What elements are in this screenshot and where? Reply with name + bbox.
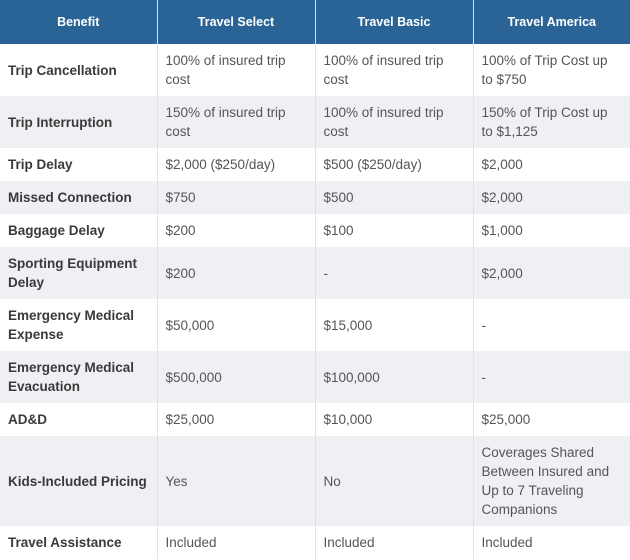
travel-select-cell: $200 xyxy=(157,247,315,299)
travel-america-cell: $2,000 xyxy=(473,148,630,181)
travel-america-cell: $25,000 xyxy=(473,403,630,436)
benefit-cell: AD&D xyxy=(0,403,157,436)
header-travel-select: Travel Select xyxy=(157,0,315,44)
travel-basic-cell: 100% of insured trip cost xyxy=(315,44,473,96)
travel-america-cell: Included xyxy=(473,526,630,559)
table-row xyxy=(0,247,630,299)
travel-select-cell: 150% of insured trip cost xyxy=(157,96,315,148)
travel-select-cell: Yes xyxy=(157,436,315,526)
table-row xyxy=(0,44,630,96)
travel-basic-cell: $10,000 xyxy=(315,403,473,436)
benefit-cell: Baggage Delay xyxy=(0,214,157,247)
travel-select-cell: $500,000 xyxy=(157,351,315,403)
travel-basic-cell: No xyxy=(315,436,473,526)
header-travel-america: Travel America xyxy=(473,0,630,44)
travel-select-cell: $2,000 ($250/day) xyxy=(157,148,315,181)
travel-america-cell: - xyxy=(473,351,630,403)
travel-america-cell: $2,000 xyxy=(473,181,630,214)
travel-america-cell: $1,000 xyxy=(473,214,630,247)
table-row xyxy=(0,403,630,436)
travel-select-cell: Included xyxy=(157,526,315,559)
table-row xyxy=(0,148,630,181)
travel-select-cell: 100% of insured trip cost xyxy=(157,44,315,96)
travel-america-cell: Coverages Shared Between Insured and Up to 7 Traveling Companions xyxy=(473,436,630,526)
header-row xyxy=(0,0,630,44)
travel-basic-cell: $15,000 xyxy=(315,299,473,351)
travel-america-cell: - xyxy=(473,299,630,351)
table-row xyxy=(0,181,630,214)
travel-select-cell: $50,000 xyxy=(157,299,315,351)
benefit-cell: Emergency Medical Expense xyxy=(0,299,157,351)
header-benefit: Benefit xyxy=(0,0,157,44)
travel-basic-cell: Included xyxy=(315,526,473,559)
benefit-cell: Travel Assistance xyxy=(0,526,157,559)
benefit-cell: Sporting Equipment Delay xyxy=(0,247,157,299)
travel-america-cell: 150% of Trip Cost up to $1,125 xyxy=(473,96,630,148)
travel-basic-cell: - xyxy=(315,247,473,299)
table-row xyxy=(0,214,630,247)
travel-basic-cell: 100% of insured trip cost xyxy=(315,96,473,148)
header-travel-basic: Travel Basic xyxy=(315,0,473,44)
benefit-cell: Trip Interruption xyxy=(0,96,157,148)
table-row xyxy=(0,96,630,148)
table-row xyxy=(0,436,630,526)
travel-select-cell: $200 xyxy=(157,214,315,247)
travel-select-cell: $25,000 xyxy=(157,403,315,436)
travel-basic-cell: $500 xyxy=(315,181,473,214)
travel-america-cell: $2,000 xyxy=(473,247,630,299)
benefit-cell: Trip Delay xyxy=(0,148,157,181)
travel-america-cell: 100% of Trip Cost up to $750 xyxy=(473,44,630,96)
benefit-cell: Trip Cancellation xyxy=(0,44,157,96)
table-row xyxy=(0,299,630,351)
travel-basic-cell: $500 ($250/day) xyxy=(315,148,473,181)
table-row xyxy=(0,526,630,559)
travel-basic-cell: $100,000 xyxy=(315,351,473,403)
travel-basic-cell: $100 xyxy=(315,214,473,247)
benefit-cell: Missed Connection xyxy=(0,181,157,214)
benefit-cell: Emergency Medical Evacuation xyxy=(0,351,157,403)
benefit-cell: Kids-Included Pricing xyxy=(0,436,157,526)
travel-select-cell: $750 xyxy=(157,181,315,214)
table-row xyxy=(0,351,630,403)
